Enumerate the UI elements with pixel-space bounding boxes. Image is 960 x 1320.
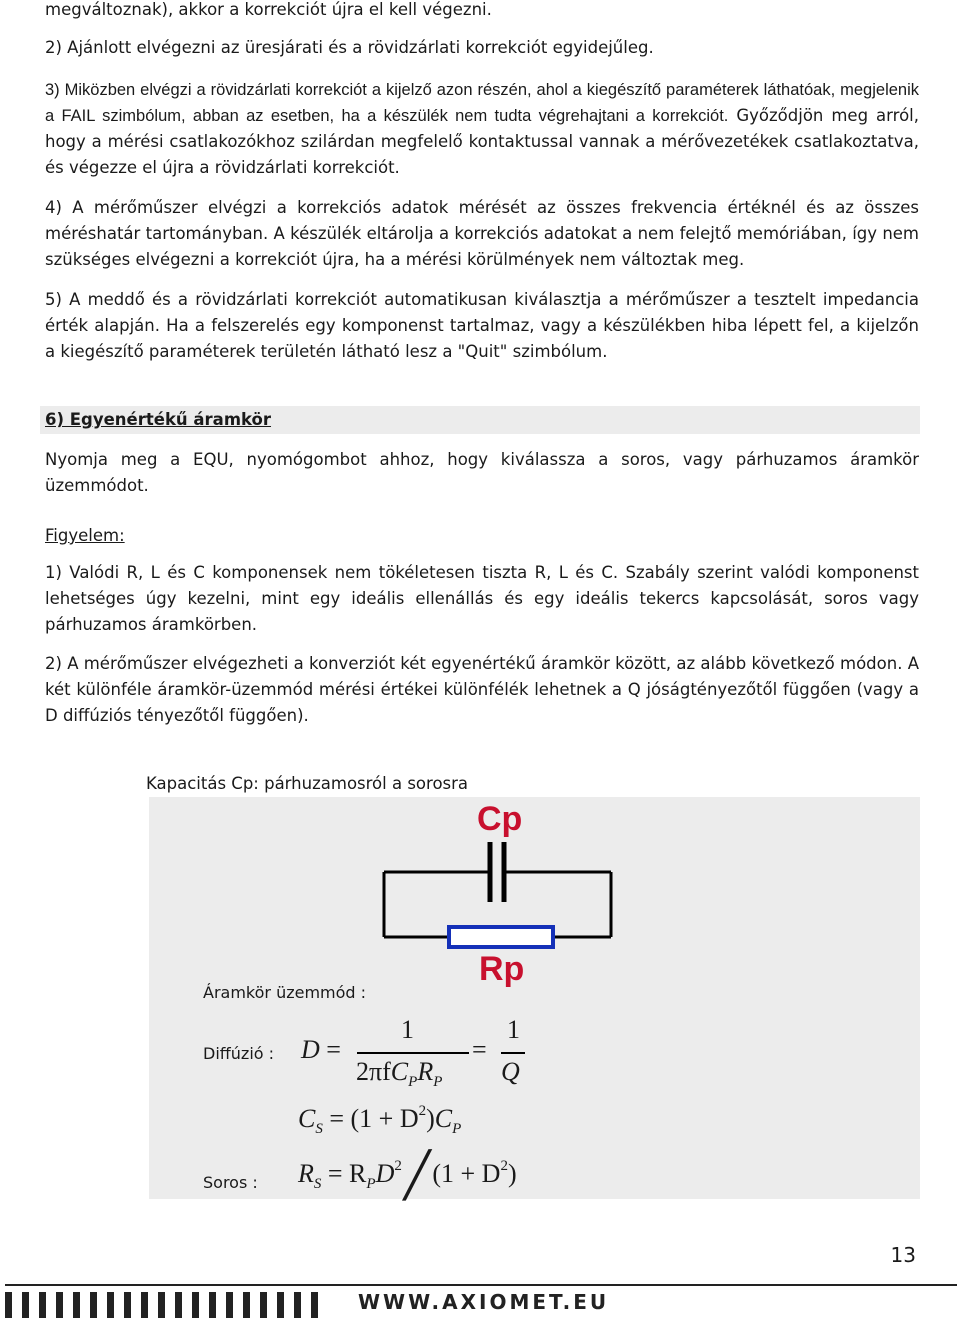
eq2-sub-p: P <box>452 1121 462 1137</box>
footer-rule <box>5 1284 957 1286</box>
eq2-c-symbol: C <box>298 1104 316 1133</box>
eq-c-symbol: C <box>390 1057 409 1086</box>
paragraph-item-2: 2) Ajánlott elvégezni az üresjárati és a rövidzárlati korrekciót egyidejűleg. <box>45 38 654 57</box>
eq2-close: ) <box>426 1104 435 1133</box>
equation-series-resistance <box>298 1150 517 1201</box>
eq-sub-p: P <box>408 1074 418 1090</box>
equation-series-capacitance <box>298 1103 461 1138</box>
footer-website: WWW.AXIOMET.EU <box>358 1290 610 1314</box>
eq-numerator-2: 1 <box>507 1015 520 1044</box>
eq-fraction-bar <box>357 1052 469 1054</box>
circuit-mode-label: Áramkör üzemmód : <box>203 983 367 1002</box>
eq3-close: ) <box>507 1159 517 1188</box>
attention-label: Figyelem: <box>45 526 125 545</box>
eq2-c-symbol-2: C <box>434 1104 453 1133</box>
eq3-exponent: 2 <box>394 1158 402 1174</box>
eq-d-symbol: D <box>301 1035 320 1064</box>
eq3-sub-p: P <box>366 1176 376 1192</box>
eq3-tail: (1 + D <box>432 1159 501 1188</box>
paragraph-item-3 <box>45 77 919 181</box>
eq2-sub-s: S <box>315 1121 323 1137</box>
resistor-symbol <box>449 927 553 947</box>
diffusion-label: Diffúzió : <box>203 1044 275 1063</box>
paragraph-note-2: 2) A mérőműszer elvégezheti a konverziót két egyenértékű áramkör között, az alább következő módon. A két különféle áramkör-üzemmód mérési értékei különfélék lehetnek a Q jóságtényezőtől függően (vagy a D diffúziós tényezőtől függően). <box>45 654 919 725</box>
eq3-r-symbol: R <box>298 1159 314 1188</box>
paragraph-item-3-part-b: Győződjön meg arról, hogy a mérési csatlakozókhoz szilárdan megfelelő kontaktussal vannak a mérővezetékek csatlakoztatva, és végezze el újra a rövidzárlati korrekciót. <box>45 106 919 177</box>
paragraph-item-5: 5) A meddő és a rövidzárlati korrekciót automatikusan kiválasztja a mérőműszer a tesztelt impedancia érték alapján. Ha a felszerelés egy komponenst tartalmaz, vagy a készülékben hiba lépett fel, a kijelzőn a kiegészítő paraméterek területén látható lesz a "Quit" szimbólum. <box>45 290 919 361</box>
paragraph-equ-instruction: Nyomja meg a EQU, nyomógombot ahhoz, hogy kiválassza a soros, vagy párhuzamos áramkör üzemmódot. <box>45 450 919 495</box>
eq3-sub-s: S <box>313 1176 322 1192</box>
eq-r-symbol: R <box>417 1057 434 1086</box>
eq2-exponent: 2 <box>418 1103 427 1119</box>
figure-caption: Kapacitás Cp: párhuzamosról a sorosra <box>146 774 469 793</box>
capacitor-label: Cp <box>477 800 523 838</box>
page-number: 13 <box>890 1243 916 1267</box>
circuit-figure: Cp Rp Áramkör üzemmód : Diffúzió : Soros : D = 1 $2\pi fC_PR_P$ = 1 Q $C_S = (1 + D^2)C_P$ $R_S$ = $R_PD^2╱(1 + D^2)$ <box>149 797 920 1199</box>
eq-q-symbol: Q <box>501 1057 520 1086</box>
paragraph-item-4: 4) A mérőműszer elvégzi a korrekciós adatok mérését az összes frekvencia értéknél és az összes méréshatár tartományban. A készülék eltárolja a korrekciós adatokat a nem felejtő memóriában, így nem szükséges elvégezni a korrekciót újra, ha a mérési körülmények nem változtak meg. <box>45 198 919 269</box>
eq3-d-symbol: D <box>375 1159 395 1188</box>
eq-sub-p-2: P <box>433 1074 443 1090</box>
resistor-label: Rp <box>479 950 525 988</box>
eq3-middle: = R <box>321 1159 367 1188</box>
eq3-exponent-2: 2 <box>500 1158 508 1174</box>
eq3-division-slash: ╱ <box>403 1151 431 1200</box>
eq-numerator: 1 <box>401 1015 414 1044</box>
eq-fraction-bar-2 <box>501 1052 525 1054</box>
section-heading: 6) Egyenértékű áramkör <box>45 410 272 429</box>
eq-denominator-prefix: 2πf <box>356 1057 391 1086</box>
paragraph-intro: megváltoznak), akkor a korrekciót újra el kell végezni. <box>45 0 492 19</box>
footer-barcode <box>5 1292 335 1318</box>
paragraph-note-1: 1) Valódi R, L és C komponensek nem tökéletesen tiszta R, L és C. Szabály szerint valódi komponenst lehetséges úgy kezelni, mint egy ideális ellenállás és egy ideális tekercs kapcsolását, soros vagy párhuzamos áramkörben. <box>45 563 919 634</box>
eq2-middle: = (1 + D <box>322 1104 419 1133</box>
paragraph-item-3-part-a: 3) Miközben elvégzi a rövidzárlati korrekciót a kijelző azon részén, ahol a kiegészítő paraméterek láthatóak, megjelenik a FAIL szimbólum, abban az esetben, ha a készülék nem tudta végrehajtani a korrekciót. <box>45 81 919 125</box>
series-label: Soros : <box>203 1173 258 1192</box>
